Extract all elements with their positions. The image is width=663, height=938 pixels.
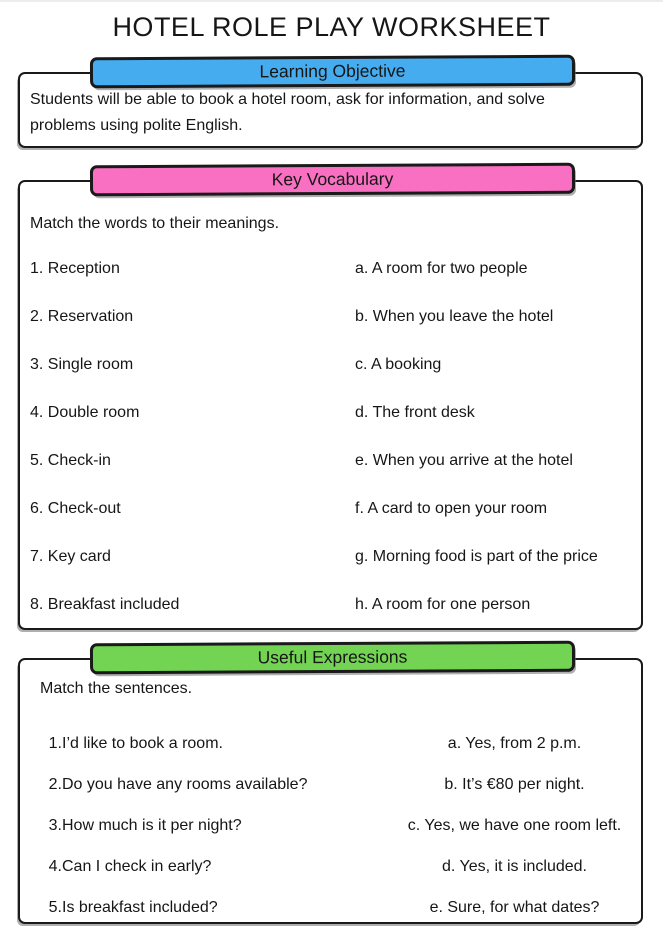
expression-prompt-text: How much is it per night? xyxy=(62,817,242,834)
learning-objective-header-label: Learning Objective xyxy=(259,60,406,82)
vocab-row xyxy=(30,404,633,452)
useful-expressions-body xyxy=(20,660,641,922)
learning-objective-text-line: problems using polite English. xyxy=(30,117,243,134)
expression-prompt-text: Do you have any rooms available? xyxy=(62,776,308,793)
vocab-term: 8. Breakfast included xyxy=(30,596,180,613)
vocab-term: 4. Double room xyxy=(30,404,140,421)
vocab-term: 2. Reservation xyxy=(30,308,134,325)
expression-number: 2. xyxy=(48,776,62,793)
section-useful-expressions xyxy=(18,646,643,924)
key-vocabulary-instruction: Match the words to their meanings. xyxy=(30,215,280,232)
expression-response: b. It’s €80 per night. xyxy=(444,776,585,793)
vocab-row xyxy=(30,452,633,500)
expression-prompt-text: I’d like to book a room. xyxy=(62,735,223,752)
vocab-definition: c. A booking xyxy=(355,356,442,373)
expression-response: a. Yes, from 2 p.m. xyxy=(447,735,582,752)
vocab-term: 5. Check-in xyxy=(30,452,111,469)
vocab-row xyxy=(30,260,633,308)
expression-row xyxy=(40,735,637,776)
expression-prompt xyxy=(40,858,392,876)
vocab-term: 6. Check-out xyxy=(30,500,121,517)
vocab-definition: a. A room for two people xyxy=(355,260,528,277)
key-vocabulary-header-tab xyxy=(90,163,575,197)
learning-objective-text-line: Students will be able to book a hotel room, ask for information, and solve xyxy=(30,91,545,108)
learning-objective-header-tab xyxy=(90,55,575,89)
key-vocabulary-header-label: Key Vocabulary xyxy=(271,168,394,190)
vocab-term: 3. Single room xyxy=(30,356,134,373)
vocab-definition: d. The front desk xyxy=(355,404,475,421)
expression-prompt-text: Is breakfast included? xyxy=(62,899,218,916)
vocab-list xyxy=(30,260,633,628)
useful-expressions-instruction: Match the sentences. xyxy=(40,680,193,697)
expression-row xyxy=(40,817,637,858)
expression-row xyxy=(40,776,637,817)
vocab-row xyxy=(30,308,633,356)
page-top-edge xyxy=(0,0,663,2)
key-vocabulary-body xyxy=(20,182,641,628)
expression-response: c. Yes, we have one room left. xyxy=(407,817,622,834)
vocab-row xyxy=(30,500,633,548)
vocab-definition: f. A card to open your room xyxy=(355,500,548,517)
useful-expressions-header-tab xyxy=(90,641,575,675)
expression-row xyxy=(40,858,637,899)
page-title: HOTEL ROLE PLAY WORKSHEET xyxy=(112,12,551,42)
vocab-definition: b. When you leave the hotel xyxy=(355,308,554,325)
useful-expressions-header-label: Useful Expressions xyxy=(257,646,408,668)
expression-number: 1. xyxy=(48,735,62,752)
vocab-definition: g. Morning food is part of the price xyxy=(355,548,598,565)
vocab-term: 7. Key card xyxy=(30,548,111,565)
expression-prompt xyxy=(40,817,392,835)
expression-prompt-text: Can I check in early? xyxy=(62,858,212,875)
expression-response: e. Sure, for what dates? xyxy=(429,899,600,916)
vocab-term: 1. Reception xyxy=(30,260,120,277)
expression-number: 3. xyxy=(48,817,62,834)
vocab-row xyxy=(30,548,633,596)
expression-prompt xyxy=(40,899,392,917)
expression-response: d. Yes, it is included. xyxy=(442,858,587,875)
vocab-row xyxy=(30,356,633,404)
expression-number: 5. xyxy=(48,899,62,916)
vocab-definition: e. When you arrive at the hotel xyxy=(355,452,573,469)
section-key-vocabulary xyxy=(18,168,643,630)
section-learning-objective xyxy=(18,60,643,148)
vocab-definition: h. A room for one person xyxy=(355,596,531,613)
expression-number: 4. xyxy=(48,858,62,875)
expression-row xyxy=(40,899,637,922)
expression-prompt xyxy=(40,735,392,753)
vocab-row xyxy=(30,596,633,628)
expression-list xyxy=(40,735,637,922)
expression-prompt xyxy=(40,776,392,794)
